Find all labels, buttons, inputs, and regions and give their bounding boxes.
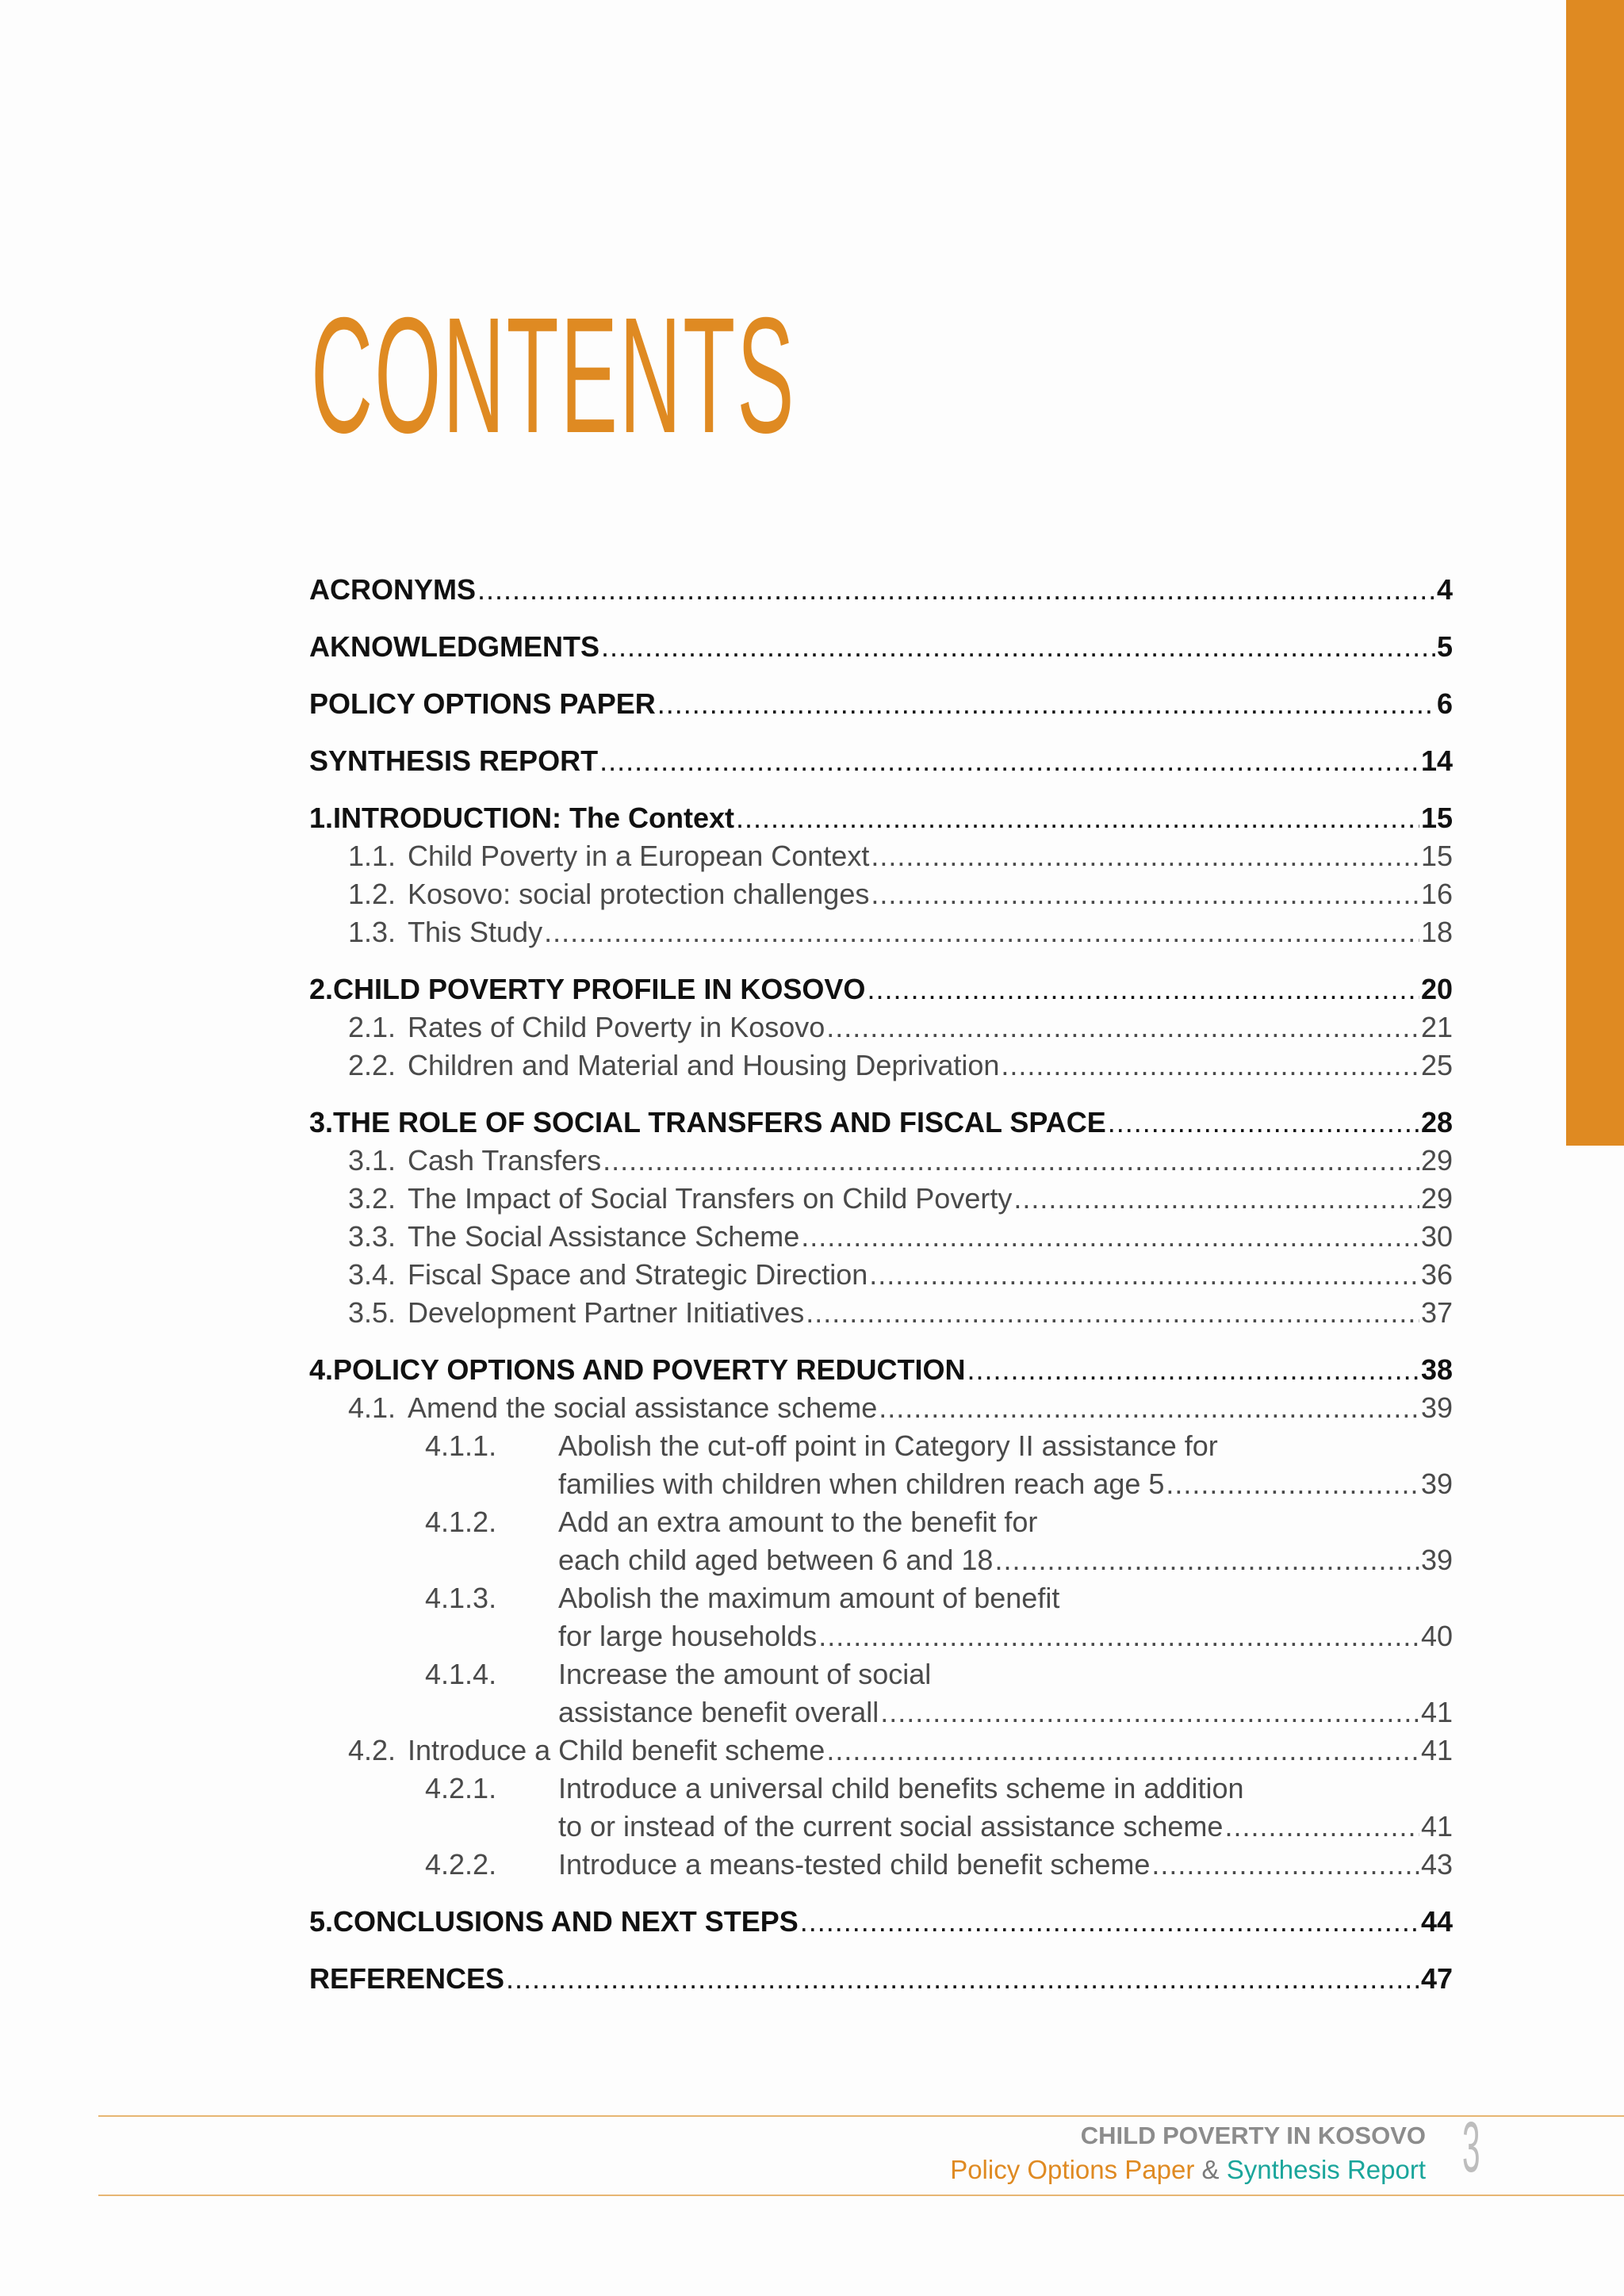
toc-entry[interactable] bbox=[309, 970, 1453, 1008]
toc-entry-number: 4.2. bbox=[348, 1734, 396, 1766]
toc-entry-number: 1.1. bbox=[348, 840, 396, 872]
footer-title: CHILD POVERTY IN KOSOVO bbox=[1080, 2122, 1426, 2149]
toc-entry-page: 14 bbox=[1420, 744, 1453, 777]
toc-entry-label: 4.POLICY OPTIONS AND POVERTY REDUCTION bbox=[309, 1353, 966, 1386]
toc-entry-number: 2.1. bbox=[348, 1011, 396, 1043]
toc-dot-leader bbox=[967, 1351, 1419, 1389]
toc-entry[interactable] bbox=[309, 1389, 1453, 1427]
toc-entry[interactable] bbox=[309, 1579, 1453, 1617]
toc-dot-leader bbox=[994, 1541, 1419, 1579]
toc-dot-leader bbox=[1166, 1465, 1419, 1503]
toc-entry-page: 41 bbox=[1420, 1734, 1453, 1766]
toc-entry-label: Children and Material and Housing Deprivation bbox=[408, 1049, 1000, 1081]
toc-dot-leader bbox=[1151, 1846, 1419, 1884]
toc-dot-leader bbox=[603, 1142, 1419, 1180]
toc-dot-leader bbox=[880, 1693, 1419, 1732]
toc-entry[interactable] bbox=[309, 571, 1453, 609]
toc-entry-label: Development Partner Initiatives bbox=[408, 1296, 805, 1329]
toc-dot-leader bbox=[1224, 1808, 1419, 1846]
toc-entry[interactable] bbox=[309, 685, 1453, 723]
toc-entry[interactable] bbox=[309, 1503, 1453, 1541]
page-title: CONTENTS bbox=[311, 284, 796, 468]
toc-entry[interactable] bbox=[309, 1770, 1453, 1808]
toc-entry[interactable] bbox=[309, 1693, 1453, 1732]
toc-entry-label: POLICY OPTIONS PAPER bbox=[309, 687, 656, 720]
toc-dot-leader bbox=[506, 1960, 1419, 1998]
toc-entry-page: 38 bbox=[1420, 1353, 1453, 1386]
toc-entry[interactable] bbox=[309, 1427, 1453, 1465]
toc-entry-page: 37 bbox=[1420, 1296, 1453, 1329]
toc-dot-leader bbox=[806, 1294, 1419, 1332]
footer-subtitle bbox=[950, 2155, 1426, 2185]
toc-entry-number: 2.2. bbox=[348, 1049, 396, 1081]
toc-entry[interactable] bbox=[309, 1846, 1453, 1884]
toc-entry-page: 47 bbox=[1420, 1962, 1453, 1995]
toc-entry-label: The Impact of Social Transfers on Child Poverty bbox=[408, 1182, 1013, 1215]
toc-dot-leader bbox=[818, 1617, 1419, 1655]
toc-entry-label: Introduce a Child benefit scheme bbox=[408, 1734, 825, 1766]
toc-entry-page: 36 bbox=[1420, 1258, 1453, 1291]
toc-entry-page: 18 bbox=[1420, 916, 1453, 948]
toc-entry[interactable] bbox=[309, 1256, 1453, 1294]
toc-dot-leader bbox=[1001, 1047, 1419, 1085]
toc-dot-leader bbox=[871, 875, 1419, 913]
toc-entry[interactable] bbox=[309, 1351, 1453, 1389]
toc-entry[interactable] bbox=[309, 1655, 1453, 1693]
footer-subtitle-synthesis: Synthesis Report bbox=[1226, 2155, 1426, 2184]
toc-dot-leader bbox=[1108, 1104, 1419, 1142]
toc-entry-page: 4 bbox=[1436, 573, 1453, 606]
toc-dot-leader bbox=[657, 685, 1435, 723]
toc-entry[interactable] bbox=[309, 1294, 1453, 1332]
toc-entry-page: 15 bbox=[1420, 840, 1453, 872]
toc-entry-page: 39 bbox=[1420, 1544, 1453, 1576]
toc-entry[interactable] bbox=[309, 1808, 1453, 1846]
toc-entry-label: assistance benefit overall bbox=[558, 1696, 879, 1728]
toc-entry-number: 3.3. bbox=[348, 1220, 396, 1253]
toc-entry-label: to or instead of the current social assistance scheme bbox=[558, 1810, 1224, 1843]
toc-entry-number: 4.2.2. bbox=[425, 1848, 497, 1881]
toc-entry-number: 4.1.4. bbox=[425, 1658, 497, 1690]
toc-entry-number: 3.1. bbox=[348, 1144, 396, 1177]
toc-entry-label: 1.INTRODUCTION: The Context bbox=[309, 802, 734, 834]
toc-entry-page: 15 bbox=[1420, 802, 1453, 834]
table-of-contents bbox=[309, 571, 1453, 1998]
footer-top-rule bbox=[98, 2115, 1624, 2117]
toc-entry-page: 39 bbox=[1420, 1391, 1453, 1424]
toc-entry-label: Increase the amount of social bbox=[558, 1658, 932, 1690]
toc-entry[interactable] bbox=[309, 1960, 1453, 1998]
toc-dot-leader bbox=[800, 1903, 1419, 1941]
toc-entry[interactable] bbox=[309, 1617, 1453, 1655]
toc-dot-leader bbox=[826, 1008, 1419, 1047]
toc-entry-label: Kosovo: social protection challenges bbox=[408, 878, 870, 910]
orange-side-bar bbox=[1566, 0, 1624, 1146]
toc-entry[interactable] bbox=[309, 1732, 1453, 1770]
toc-entry-label: Introduce a universal child benefits scheme in addition bbox=[558, 1772, 1244, 1804]
toc-entry-label: Child Poverty in a European Context bbox=[408, 840, 870, 872]
toc-entry[interactable] bbox=[309, 1047, 1453, 1085]
toc-entry-page: 44 bbox=[1420, 1905, 1453, 1938]
toc-entry[interactable] bbox=[309, 1104, 1453, 1142]
toc-entry[interactable] bbox=[309, 1465, 1453, 1503]
toc-entry-label: Cash Transfers bbox=[408, 1144, 602, 1177]
toc-entry-label: The Social Assistance Scheme bbox=[408, 1220, 800, 1253]
toc-entry-page: 28 bbox=[1420, 1106, 1453, 1138]
toc-entry-page: 43 bbox=[1420, 1848, 1453, 1881]
toc-entry-number: 3.2. bbox=[348, 1182, 396, 1215]
toc-entry-page: 41 bbox=[1420, 1696, 1453, 1728]
toc-dot-leader bbox=[869, 1256, 1419, 1294]
footer-subtitle-policy: Policy Options Paper bbox=[950, 2155, 1195, 2184]
toc-entry-label: Amend the social assistance scheme bbox=[408, 1391, 878, 1424]
toc-entry-number: 4.2.1. bbox=[425, 1772, 497, 1804]
toc-entry-number: 3.5. bbox=[348, 1296, 396, 1329]
toc-entry-label: ACRONYMS bbox=[309, 573, 477, 606]
toc-entry[interactable] bbox=[309, 1180, 1453, 1218]
toc-entry-number: 4.1.1. bbox=[425, 1429, 497, 1462]
page-number: 3 bbox=[1462, 2108, 1480, 2187]
toc-entry-label: Abolish the cut-off point in Category II assistance for bbox=[558, 1429, 1218, 1462]
toc-dot-leader bbox=[801, 1218, 1419, 1256]
toc-entry[interactable] bbox=[309, 628, 1453, 666]
toc-entry[interactable] bbox=[309, 837, 1453, 875]
toc-entry-label: for large households bbox=[558, 1620, 818, 1652]
toc-entry-label: 3.THE ROLE OF SOCIAL TRANSFERS AND FISCAL SPACE bbox=[309, 1106, 1106, 1138]
toc-entry-page: 6 bbox=[1436, 687, 1453, 720]
toc-entry-page: 16 bbox=[1420, 878, 1453, 910]
toc-entry-label: REFERENCES bbox=[309, 1962, 505, 1995]
toc-entry-page: 30 bbox=[1420, 1220, 1453, 1253]
toc-entry-page: 39 bbox=[1420, 1468, 1453, 1500]
toc-entry-label: each child aged between 6 and 18 bbox=[558, 1544, 994, 1576]
toc-entry-label: Fiscal Space and Strategic Direction bbox=[408, 1258, 868, 1291]
toc-entry[interactable] bbox=[309, 1218, 1453, 1256]
footer-subtitle-amp: & bbox=[1201, 2155, 1220, 2184]
toc-entry-label: families with children when children reach age 5 bbox=[558, 1468, 1165, 1500]
toc-dot-leader bbox=[871, 837, 1419, 875]
toc-entry-page: 40 bbox=[1420, 1620, 1453, 1652]
toc-dot-leader bbox=[1013, 1180, 1419, 1218]
footer-bottom-rule bbox=[98, 2195, 1624, 2196]
toc-entry-label: Introduce a means-tested child benefit scheme bbox=[558, 1848, 1151, 1881]
toc-entry-number: 4.1.2. bbox=[425, 1506, 497, 1538]
toc-dot-leader bbox=[879, 1389, 1419, 1427]
toc-entry-label: 5.CONCLUSIONS AND NEXT STEPS bbox=[309, 1905, 799, 1938]
toc-dot-leader bbox=[599, 742, 1419, 780]
toc-entry-page: 25 bbox=[1420, 1049, 1453, 1081]
toc-entry-label: 2.CHILD POVERTY PROFILE IN KOSOVO bbox=[309, 973, 866, 1005]
toc-dot-leader bbox=[826, 1732, 1419, 1770]
toc-dot-leader bbox=[867, 970, 1419, 1008]
toc-entry[interactable] bbox=[309, 742, 1453, 780]
toc-entry-number: 3.4. bbox=[348, 1258, 396, 1291]
toc-dot-leader bbox=[544, 913, 1419, 951]
toc-entry[interactable] bbox=[309, 913, 1453, 951]
toc-entry-label: Abolish the maximum amount of benefit bbox=[558, 1582, 1060, 1614]
toc-dot-leader bbox=[736, 799, 1419, 837]
toc-entry-number: 1.3. bbox=[348, 916, 396, 948]
toc-entry-label: Rates of Child Poverty in Kosovo bbox=[408, 1011, 825, 1043]
toc-entry-label: This Study bbox=[408, 916, 543, 948]
toc-entry-number: 4.1.3. bbox=[425, 1582, 497, 1614]
toc-entry[interactable] bbox=[309, 1541, 1453, 1579]
toc-dot-leader bbox=[477, 571, 1435, 609]
toc-entry[interactable] bbox=[309, 1903, 1453, 1941]
toc-entry-page: 29 bbox=[1420, 1144, 1453, 1177]
toc-entry-page: 41 bbox=[1420, 1810, 1453, 1843]
toc-entry[interactable] bbox=[309, 1008, 1453, 1047]
toc-dot-leader bbox=[601, 628, 1435, 666]
toc-entry-label: SYNTHESIS REPORT bbox=[309, 744, 599, 777]
toc-entry-page: 5 bbox=[1436, 630, 1453, 663]
toc-entry-label: AKNOWLEDGMENTS bbox=[309, 630, 599, 663]
toc-entry[interactable] bbox=[309, 1142, 1453, 1180]
toc-entry-number: 1.2. bbox=[348, 878, 396, 910]
toc-entry[interactable] bbox=[309, 875, 1453, 913]
toc-entry-page: 29 bbox=[1420, 1182, 1453, 1215]
toc-entry-page: 21 bbox=[1420, 1011, 1453, 1043]
toc-entry-number: 4.1. bbox=[348, 1391, 396, 1424]
toc-entry-page: 20 bbox=[1420, 973, 1453, 1005]
toc-entry[interactable] bbox=[309, 799, 1453, 837]
toc-entry-label: Add an extra amount to the benefit for bbox=[558, 1506, 1038, 1538]
